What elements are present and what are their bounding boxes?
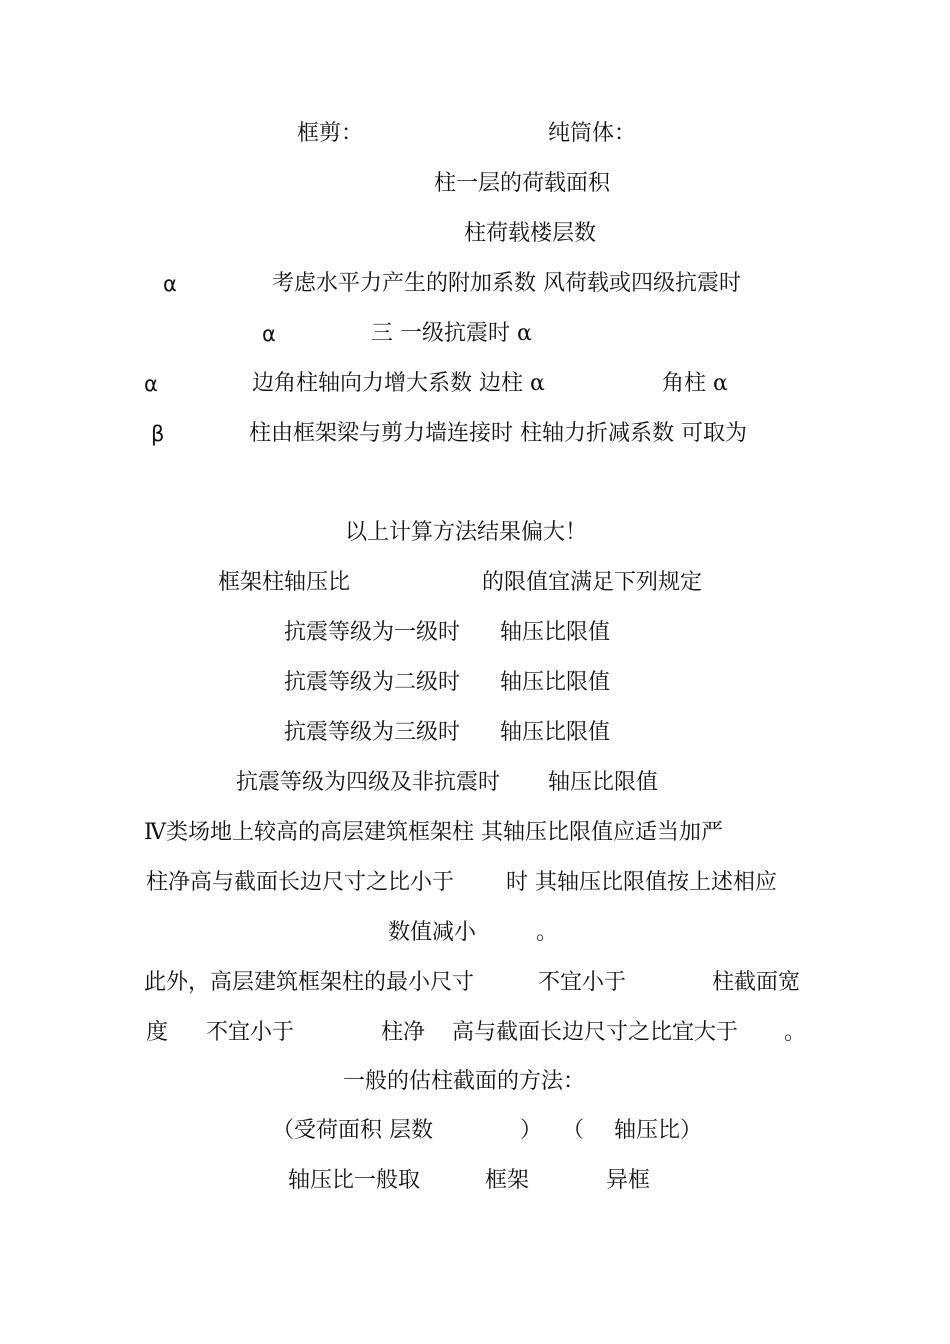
seismic-level-alpha: 三 一级抗震时 α (371, 321, 532, 346)
seismic-level-3: 抗震等级为三级时 (284, 720, 461, 745)
value-reduce: 数值减小 (388, 920, 477, 945)
beta-symbol: β (151, 422, 165, 446)
axial-limit-4: 轴压比限值 (548, 770, 659, 795)
axial-ratio-typical: 轴压比一般取 (288, 1168, 421, 1193)
width-label: 度 (146, 1020, 169, 1045)
alpha-symbol-3: α (144, 372, 158, 396)
corner-column-alpha: 角柱 α (662, 371, 728, 396)
alpha-symbol: α (163, 272, 177, 296)
load-floor-count-def: 柱荷载楼层数 (464, 221, 597, 246)
seismic-level-2: 抗震等级为二级时 (284, 670, 461, 695)
min-size-rule-a: 此外，高层建筑框架柱的最小尺寸 (144, 970, 475, 995)
axial-ratio-heading-a: 框架柱轴压比 (218, 570, 351, 595)
axial-limit-1: 轴压比限值 (500, 620, 611, 645)
site-class-rule: Ⅳ类场地上较高的高层建筑框架柱 其轴压比限值应适当加严 (144, 820, 723, 845)
first-floor-load-area-def: 柱一层的荷载面积 (434, 171, 611, 196)
width-min: 不宜小于 (206, 1020, 295, 1045)
formula-part-c: （ (562, 1118, 585, 1143)
formula-part-b: ） (520, 1118, 543, 1143)
pure-tube-label: 纯筒体： (548, 121, 637, 146)
formula-part-d: 轴压比） (614, 1118, 703, 1143)
seismic-level-4: 抗震等级为四级及非抗震时 (236, 770, 501, 795)
alpha-symbol-2: α (262, 322, 276, 346)
beta-definition: 柱由框架梁与剪力墙连接时 柱轴力折减系数 可取为 (249, 421, 747, 446)
seismic-level-1: 抗震等级为一级时 (284, 620, 461, 645)
height-ratio-rule-a: 柱净高与截面长边尺寸之比小于 (146, 870, 455, 895)
frame-label: 框架 (485, 1168, 530, 1193)
result-note: 以上计算方法结果偏大！ (345, 520, 588, 545)
min-size-rule-b: 不宜小于 (538, 970, 627, 995)
axial-ratio-heading-b: 的限值宜满足下列规定 (482, 570, 703, 595)
corner-column-factor-def: 边角柱轴向力增大系数 边柱 α (252, 371, 545, 396)
estimation-method-heading: 一般的估柱截面的方法： (343, 1069, 586, 1094)
frame-shear-label: 框剪： (297, 121, 364, 146)
min-size-rule-c: 柱截面宽 (712, 970, 801, 995)
height-ratio-rule-b: 时 其轴压比限值按上述相应 (506, 870, 777, 895)
period-2: 。 (784, 1020, 807, 1045)
formula-part-a: （受荷面积 层数 (272, 1118, 433, 1143)
alpha-definition: 考虑水平力产生的附加系数 风荷载或四级抗震时 (272, 271, 741, 296)
height-ratio-min: 高与截面长边尺寸之比宜大于 (452, 1020, 739, 1045)
irregular-frame-label: 异框 (606, 1168, 651, 1193)
axial-limit-2: 轴压比限值 (500, 670, 611, 695)
clear-height-label: 柱净 (381, 1020, 426, 1045)
axial-limit-3: 轴压比限值 (500, 720, 611, 745)
period-1: 。 (536, 920, 559, 945)
